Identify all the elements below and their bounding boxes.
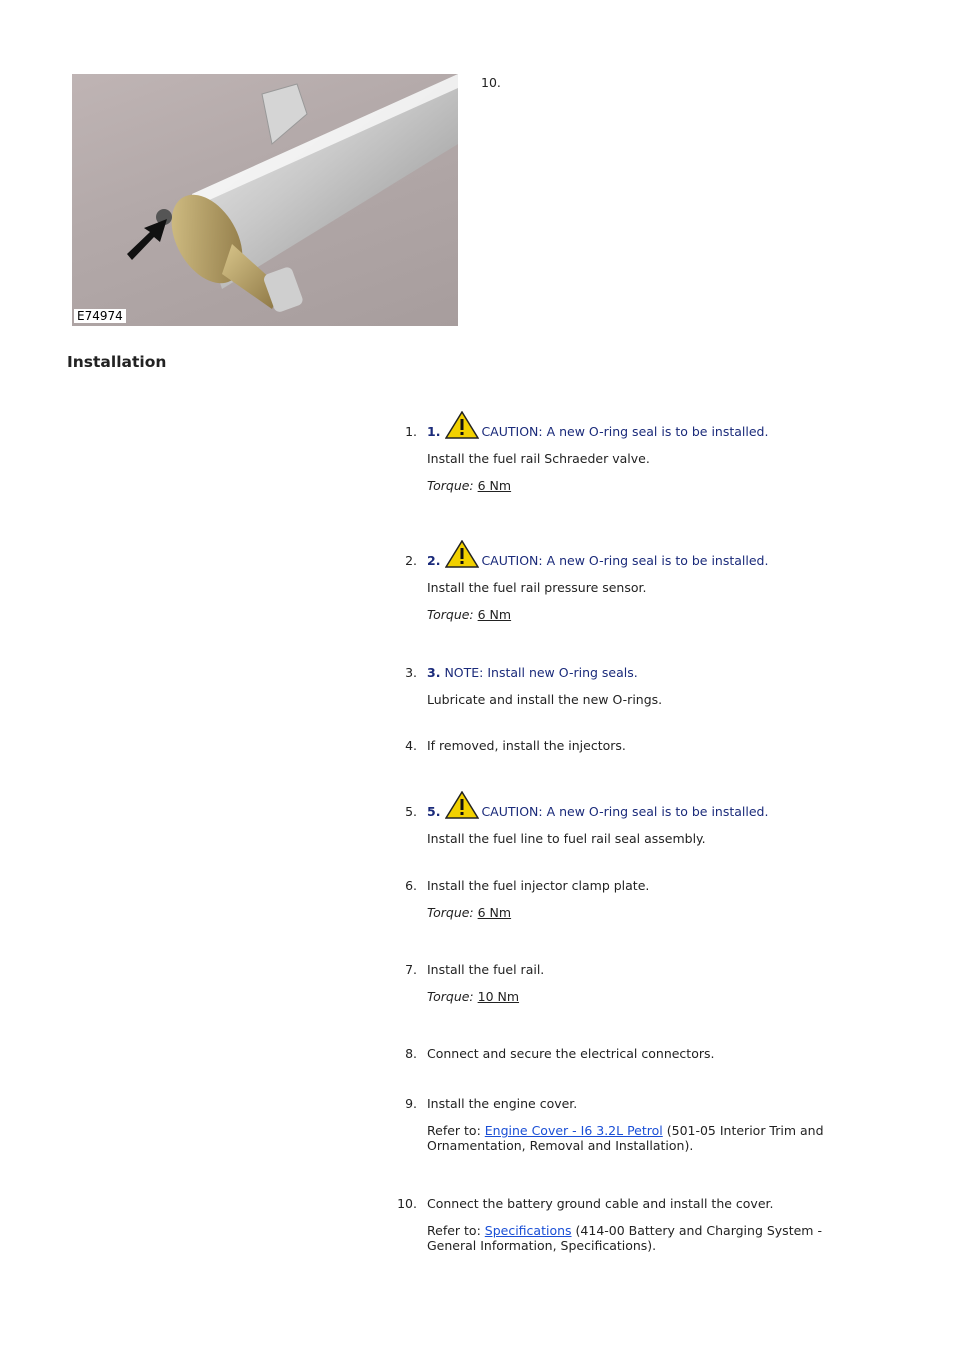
step-number: 7.: [405, 962, 417, 977]
section-title: Installation: [67, 353, 167, 371]
torque-label: Torque:: [427, 989, 474, 1004]
step-text: Install the fuel injector clamp plate.: [427, 878, 650, 893]
fuel-rail-illustration: [72, 74, 458, 326]
step-number: 6.: [405, 878, 417, 893]
step-text: Install the fuel rail Schraeder valve.: [427, 451, 650, 466]
warning-icon: [445, 411, 479, 439]
torque-spec: [427, 989, 867, 1004]
warning-icon: [445, 540, 479, 568]
note-text: NOTE: Install new O-ring seals.: [444, 665, 638, 680]
step-text: Install the fuel line to fuel rail seal assembly.: [427, 831, 706, 846]
step-text: Install the fuel rail.: [427, 962, 545, 977]
step-number: 4.: [405, 738, 417, 753]
reference-detail: (501-05 Interior Trim and Ornamentation, Removal and Installation).: [427, 1123, 824, 1153]
step-number: 10.: [397, 1196, 417, 1211]
torque-value: 6 Nm: [477, 478, 512, 493]
step-bold-number: 1.: [427, 424, 441, 439]
torque-label: Torque:: [427, 478, 474, 493]
step-number: 2.: [405, 553, 417, 568]
figure-id-label: E74974: [74, 309, 126, 323]
refer-label: Refer to:: [427, 1123, 481, 1138]
step-bold-number: 2.: [427, 553, 441, 568]
torque-label: Torque:: [427, 607, 474, 622]
torque-value: 6 Nm: [477, 607, 512, 622]
figure-step-number: 10.: [481, 75, 501, 90]
step-text: Install the fuel rail pressure sensor.: [427, 580, 647, 595]
caution-text: CAUTION: A new O-ring seal is to be installed.: [481, 553, 769, 568]
step-number: 3.: [405, 665, 417, 680]
specifications-link[interactable]: Specifications: [484, 1223, 572, 1238]
component-photo: [72, 74, 458, 326]
step-number: 1.: [405, 424, 417, 439]
reference: [427, 1123, 867, 1153]
caution-text: CAUTION: A new O-ring seal is to be installed.: [481, 804, 769, 819]
torque-spec: [427, 478, 867, 493]
step-number: 8.: [405, 1046, 417, 1061]
step-bold-number: 3.: [427, 665, 441, 680]
step-number: 5.: [405, 804, 417, 819]
step-text: Connect and secure the electrical connectors.: [427, 1046, 715, 1061]
engine-cover-link[interactable]: Engine Cover - I6 3.2L Petrol: [484, 1123, 663, 1138]
caution-text: CAUTION: A new O-ring seal is to be installed.: [481, 424, 769, 439]
step-text: Connect the battery ground cable and install the cover.: [427, 1196, 774, 1211]
torque-value: 6 Nm: [477, 905, 512, 920]
reference-detail: (414-00 Battery and Charging System - General Information, Specifications).: [427, 1223, 822, 1253]
reference: [427, 1223, 867, 1253]
torque-label: Torque:: [427, 905, 474, 920]
step-text: Lubricate and install the new O-rings.: [427, 692, 663, 707]
step-bold-number: 5.: [427, 804, 441, 819]
torque-value: 10 Nm: [477, 989, 520, 1004]
step-number: 9.: [405, 1096, 417, 1111]
step-text: Install the engine cover.: [427, 1096, 578, 1111]
step-text: If removed, install the injectors.: [427, 738, 626, 753]
warning-icon: [445, 791, 479, 819]
refer-label: Refer to:: [427, 1223, 481, 1238]
torque-spec: [427, 607, 867, 622]
torque-spec: [427, 905, 867, 920]
